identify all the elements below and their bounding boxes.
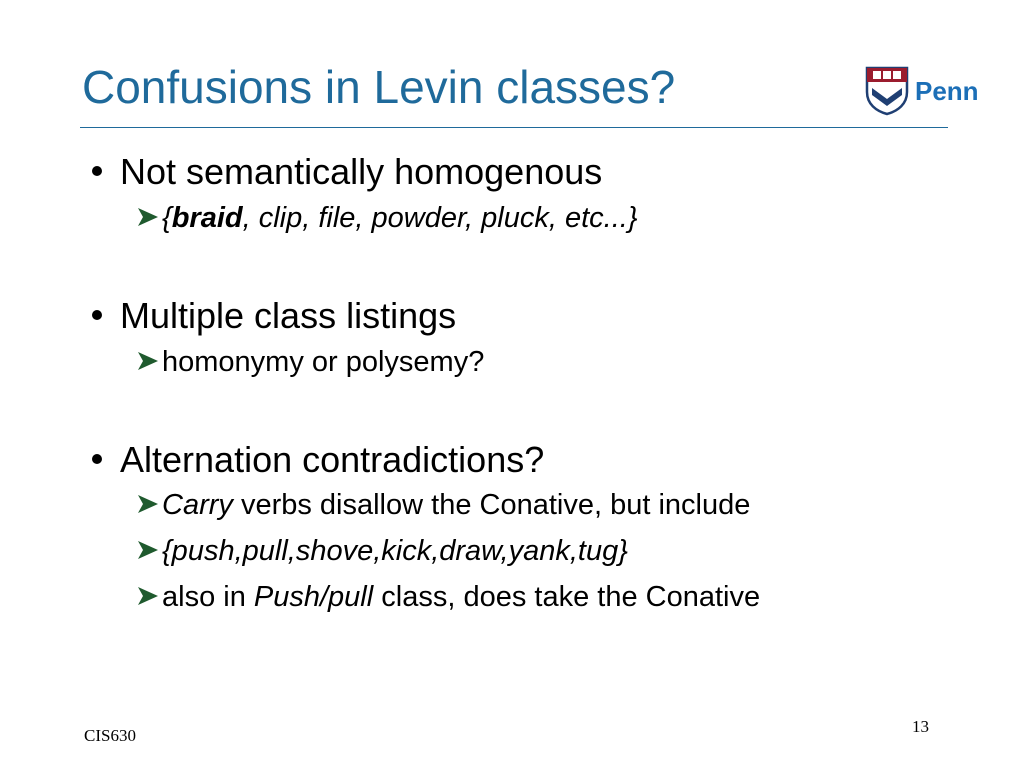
arrow-bullet-icon xyxy=(136,493,160,515)
penn-shield-icon xyxy=(864,66,910,116)
slide-title: Confusions in Levin classes? xyxy=(82,61,676,113)
bullet-2-text: Multiple class listings xyxy=(120,295,457,336)
sub-bullet-3-2 xyxy=(136,536,628,568)
bullet-dot-icon xyxy=(92,454,102,464)
arrow-bullet-icon xyxy=(136,206,160,228)
brace-open: { xyxy=(162,202,172,234)
verb-set: {push,pull,shove,kick,draw,yank,tug} xyxy=(162,535,628,567)
bullet-dot-icon xyxy=(92,166,102,176)
page-number: 13 xyxy=(912,717,929,736)
sub-bullet-text: homonymy or polysemy? xyxy=(162,346,485,378)
footer-course-code: CIS630 xyxy=(84,726,136,745)
verb-list: , clip, file, powder, pluck, etc... xyxy=(242,202,628,234)
sub-bullet-text-pre: also in xyxy=(162,581,254,613)
sub-bullet-text: verbs disallow the Conative, but include xyxy=(232,489,751,521)
bullet-2 xyxy=(92,296,456,336)
bullet-3-text: Alternation contradictions? xyxy=(120,439,545,480)
title-divider xyxy=(80,127,948,128)
bullet-3 xyxy=(92,440,544,480)
brace-close: } xyxy=(627,202,638,234)
logo-text: Penn xyxy=(915,76,979,106)
sub-bullet-3-1 xyxy=(136,490,750,522)
push-pull-class-name: Push/pull xyxy=(253,581,374,613)
arrow-bullet-icon xyxy=(136,350,160,372)
sub-bullet-1-1 xyxy=(136,203,638,235)
emphasized-verb: braid xyxy=(171,202,243,234)
bullet-1 xyxy=(92,152,602,192)
carry-class-name: Carry xyxy=(162,489,233,521)
arrow-bullet-icon xyxy=(136,539,160,561)
bullet-1-text: Not semantically homogenous xyxy=(120,151,603,192)
penn-logo xyxy=(864,66,994,118)
sub-bullet-text: class, does take the Conative xyxy=(373,581,761,613)
arrow-bullet-icon xyxy=(136,585,160,607)
sub-bullet-3-3 xyxy=(136,582,760,614)
bullet-dot-icon xyxy=(92,310,102,320)
sub-bullet-2-1 xyxy=(136,347,484,379)
